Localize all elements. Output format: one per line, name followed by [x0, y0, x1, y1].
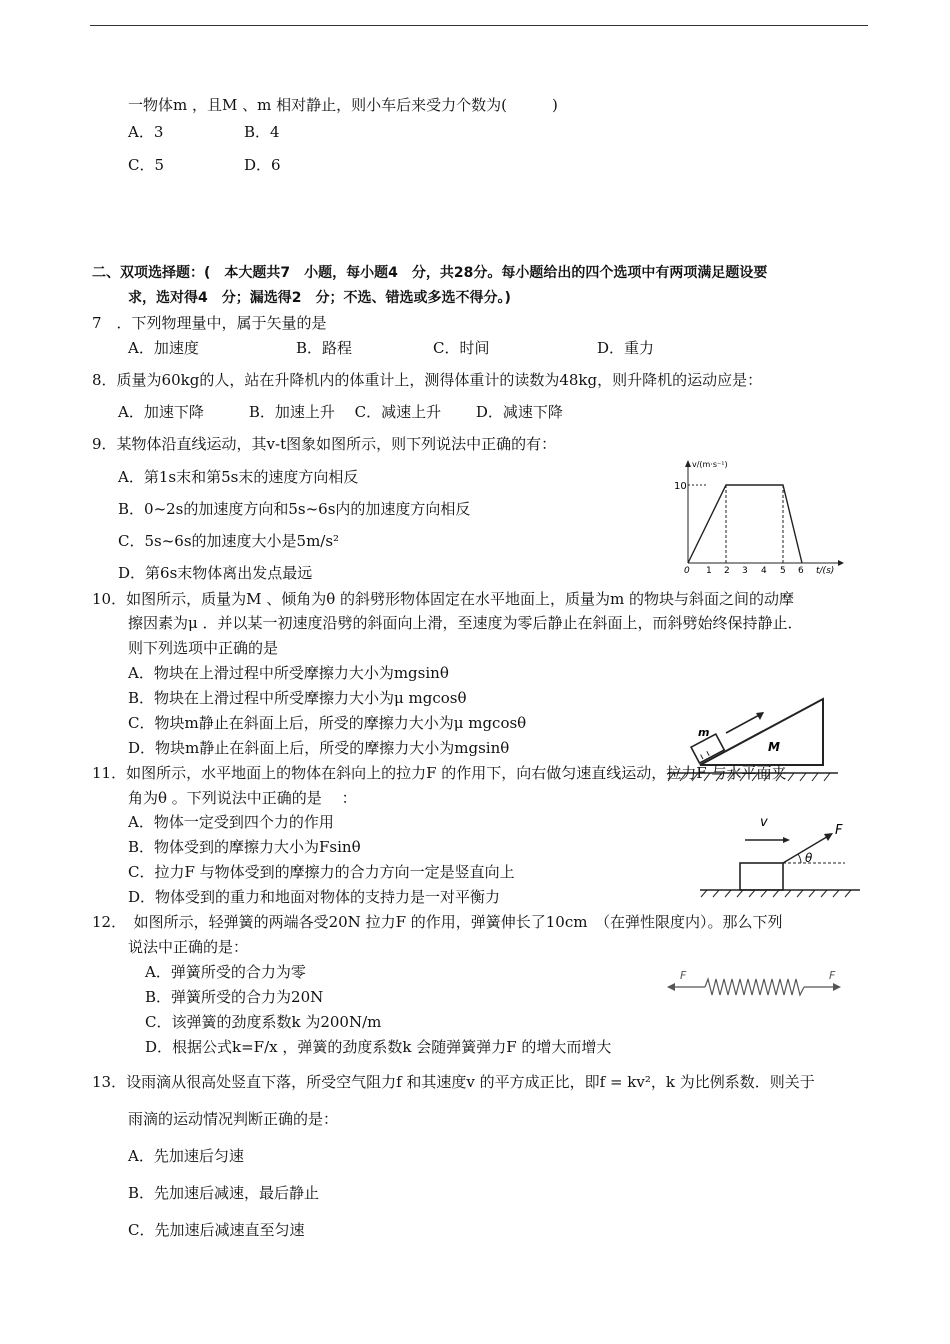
q12-option-a: A．弹簧所受的合力为零	[145, 963, 306, 981]
q11-option-a: A．物体一定受到四个力的作用	[128, 813, 334, 831]
F-right-arrow	[833, 983, 841, 991]
q12-option-d: D．根据公式k=F/x ，弹簧的劲度系数k 会随弹簧弹力F 的增大而增大	[145, 1038, 612, 1056]
q13-option-b: B．先加速后减速，最后静止	[128, 1184, 320, 1202]
q9-option-b: B．0~2s的加速度方向和5s~6s内的加速度方向相反	[118, 500, 471, 518]
F-left-label: F	[680, 969, 687, 982]
q7-option-c: C．时间	[433, 339, 490, 357]
vt-ylabel: v/(m·s⁻¹)	[692, 460, 728, 469]
q13-option-c: C．先加速后减速直至匀速	[128, 1221, 305, 1239]
vt-ytick-10: 10	[674, 481, 687, 492]
q7-option-d: D．重力	[597, 339, 655, 357]
theta-label: θ	[805, 851, 813, 865]
vt-xtick-4: 4	[761, 566, 767, 576]
q12-option-c: C．该弹簧的劲度系数k 为200N/m	[145, 1013, 382, 1031]
q9-option-d: D．第6s末物体离出发点最远	[118, 564, 313, 582]
q10-option-c: C．物块m静止在斜面上后，所受的摩擦力大小为μ mgcosθ	[128, 714, 527, 732]
q11-line2: 角为θ 。下列说法中正确的是 ：	[128, 789, 357, 807]
q6-option-a: A．3	[128, 123, 164, 141]
vt-xtick-6: 6	[798, 566, 804, 576]
vt-line	[688, 485, 802, 563]
v-arrow	[783, 837, 790, 843]
q11-option-c: C．拉力F 与物体受到的摩擦力的合力方向一定是竖直向上	[128, 863, 515, 881]
q8-stem: 8．质量为60kg的人，站在升降机内的体重计上，测得体重计的读数为48kg，则升降机的运动应是：	[92, 371, 763, 389]
q10-option-a: A．物块在上滑过程中所受摩擦力大小为mgsinθ	[128, 664, 449, 682]
q9-stem: 9．某物体沿直线运动，其v-t图象如图所示，则下列说法中正确的有：	[92, 435, 557, 453]
q11-option-d: D．物体受到的重力和地面对物体的支持力是一对平衡力	[128, 888, 501, 906]
q7-stem: 7 ．下列物理量中，属于矢量的是	[92, 314, 327, 332]
q10-option-b: B．物块在上滑过程中所受摩擦力大小为μ mgcosθ	[128, 689, 467, 707]
q7-option-b: B．路程	[296, 339, 353, 357]
q13-line2: 雨滴的运动情况判断正确的是：	[128, 1110, 339, 1128]
vt-xtick-3: 3	[742, 566, 748, 576]
q6-option-d: D．6	[244, 156, 281, 174]
q9-option-c: C．5s~6s的加速度大小是5m/s²	[118, 532, 340, 550]
q13-line1: 13．设雨滴从很高处竖直下落，所受空气阻力f 和其速度v 的平方成正比，即f = kv²，k 为比例系数．则关于	[92, 1073, 815, 1091]
q10-line1: 10．如图所示，质量为M 、倾角为θ 的斜劈形物体固定在水平地面上，质量为m 的物块与斜面之间的动摩	[92, 590, 795, 608]
F-label: F	[835, 823, 843, 838]
section-heading-line2: 求，选对得4 分；漏选得2 分；不选、错选或多选不得分。)	[128, 290, 511, 306]
wedge-M-label: M	[768, 740, 780, 754]
q11-option-b: B．物体受到的摩擦力大小为Fsinθ	[128, 838, 361, 856]
F-right-label: F	[829, 969, 836, 982]
q6-option-b: B．4	[244, 123, 280, 141]
v-label: v	[760, 815, 768, 830]
vt-xtick-1: 1	[706, 566, 712, 576]
block-m-label: m	[698, 726, 710, 739]
spring-coil	[705, 979, 804, 995]
spring-figure	[665, 965, 845, 1005]
vt-xtick-0: 0	[684, 566, 690, 576]
vt-graph	[670, 455, 850, 575]
vt-xlabel: t/(s)	[816, 566, 835, 576]
vt-xtick-5: 5	[780, 566, 786, 576]
box	[740, 863, 783, 890]
q12-line2: 说法中正确的是：	[128, 938, 249, 956]
vt-xtick-2: 2	[724, 566, 730, 576]
q7-option-a: A．加速度	[128, 339, 199, 357]
q6-option-c: C．5	[128, 156, 165, 174]
q12-option-b: B．弹簧所受的合力为20N	[145, 988, 324, 1006]
q12-line1: 12． 如图所示，轻弹簧的两端各受20N 拉力F 的作用，弹簧伸长了10cm （在弹性限度内）。那么下列	[92, 913, 783, 931]
section-heading-line1: 二、双项选择题：( 本大题共7 小题，每小题4 分，共28分。每小题给出的四个选项中有两项满足题设要	[92, 265, 768, 281]
header-rule	[90, 25, 868, 26]
q13-option-a: A．先加速后匀速	[128, 1147, 244, 1165]
q9-option-a: A．第1s末和第5s末的速度方向相反	[118, 468, 359, 486]
pull-figure	[695, 810, 865, 905]
q8-options: A．加速下降 B．加速上升 C．减速上升 D．减速下降	[118, 403, 563, 421]
q10-line2: 擦因素为μ ．并以某一初速度沿劈的斜面向上滑，至速度为零后静止在斜面上，而斜劈始终保持静止．	[128, 614, 803, 632]
q10-line3: 则下列选项中正确的是	[128, 639, 279, 657]
F-left-arrow	[667, 983, 675, 991]
q10-option-d: D．物块m静止在斜面上后，所受的摩擦力大小为mgsinθ	[128, 739, 510, 757]
q6-stem: 一物体m ，且M 、m 相对静止，则小车后来受力个数为( )	[128, 96, 558, 114]
q11-line1: 11．如图所示，水平地面上的物体在斜向上的拉力F 的作用下，向右做匀速直线运动，拉力F 与水平面夹	[92, 764, 787, 782]
